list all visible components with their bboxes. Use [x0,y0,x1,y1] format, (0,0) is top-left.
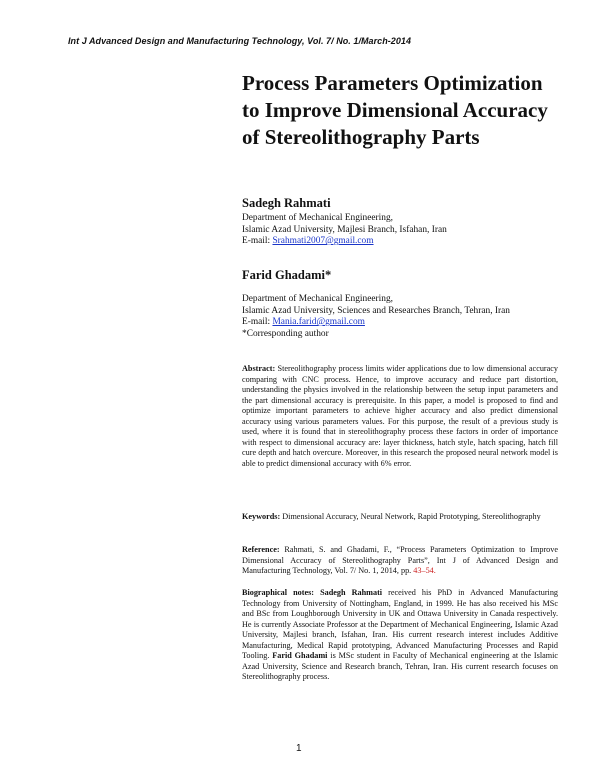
reference-text: Rahmati, S. and Ghadami, F., “Process Parameters Optimization to Improve Dimensional Accuracy of Stereolithography Parts”, Int J of Advanced Design and Manufacturing Technology, Vol. 7/ No. 1, 2014, pp. [242,545,559,576]
abstract [242,364,558,469]
keywords-label: Keywords: [242,512,281,521]
author-affiliation [242,213,447,248]
institution: Islamic Azad University, Majlesi Branch, Isfahan, Iran [242,224,447,235]
page-number: 1 [296,743,302,754]
reference [242,545,558,577]
abstract-text: Stereolithography process limits wider applications due to low dimensional accuracy comparing with CNC process. Hence, to improve accuracy and reduce part distortion, understanding the physics involved in the relationship between the setup input parameters and the part dimensional accuracy is prerequisite. In this paper, a model is proposed to find and optimize important parameters to achieve higher accuracy and also predict dimensional accuracy using various parameters values. For this purpose, the result of a previous study is used, where it is found that in stereolithography process these factors in order of importance with respect to dimensional accuracy are: layer thickness, hatch style, hatch spacing, hatch fill cure depth and hatch overcure. Moreover, in this research the proposed neural network model is able to predict dimensional accuracy with 6% error. [242,364,559,468]
department: Department of Mechanical Engineering, [242,294,393,304]
reference-label: Reference: [242,545,280,554]
email-link[interactable]: Mania.farid@gmail.com [272,317,365,328]
keywords [242,512,558,523]
title-line: of Stereolithography Parts [242,125,480,149]
author-name: Farid Ghadami* [242,268,332,282]
title-line: Process Parameters Optimization [242,71,543,95]
bio-text: received his PhD in Advanced Manufacturing Technology from University of Nottingham, England, in 1999. He has also received his MSc and BSc from Loughborough University in UK and Ottawa University in Canada respectively. He is currently Associate Professor at the Department of Mechanical Engineering, Islamic Azad University, Majlesi branch, Isfahan, Iran. His current research interest includes Additive Manufacturing, Medical Rapid prototyping, Advanced Manufacturing Processes and Rapid Tooling. [242,588,559,661]
bio-text: is MSc student in Faculty of Mechanical engineering at the Islamic Azad University, Science and Research branch, Tehran, Iran. His current research focuses on Stereolithography process. [242,651,559,682]
email-line [242,236,447,248]
author-name: Sadegh Rahmati [242,196,331,210]
email-label: E-mail: [242,236,273,247]
bio-label: Biographical notes: [242,588,315,597]
reference-pages: 43–54. [413,566,436,576]
email-link[interactable]: Srahmati2007@gmail.com [272,236,374,247]
corresponding-author-note: *Corresponding author [242,328,329,339]
keywords-text: Dimensional Accuracy, Neural Network, Rapid Prototyping, Stereolithography [282,512,541,521]
institution: Islamic Azad University, Sciences and Researches Branch, Tehran, Iran [242,305,510,316]
email-line [242,317,510,329]
department: Department of Mechanical Engineering, [242,213,393,223]
biographical-notes [242,588,558,683]
email-label: E-mail: [242,317,273,328]
title-line: to Improve Dimensional Accuracy [242,98,548,122]
journal-header: Int J Advanced Design and Manufacturing Technology, Vol. 7/ No. 1/March-2014 [68,36,412,46]
paper-title [242,70,582,151]
author-affiliation [242,294,510,340]
abstract-label: Abstract: [242,364,276,373]
bio-author-name: Farid Ghadami [272,651,328,661]
bio-author-name: Sadegh Rahmati [320,588,383,597]
